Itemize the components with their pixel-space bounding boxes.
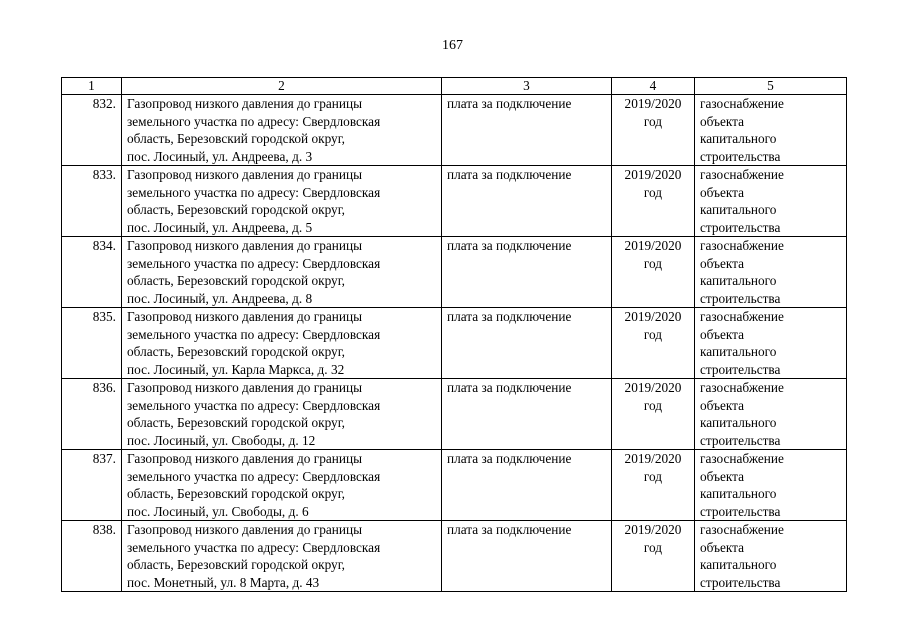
object-description: Газопровод низкого давления до границы земельного участка по адресу: Свердловская область, Березовский городской округ, пос. Лосиный, ул. Андреева, д. 3 bbox=[122, 95, 442, 166]
object-description: Газопровод низкого давления до границы земельного участка по адресу: Свердловская область, Березовский городской округ, пос. Лосиный, ул. Свободы, д. 6 bbox=[122, 450, 442, 521]
period: 2019/2020 год bbox=[612, 95, 695, 166]
page-number: 167 bbox=[442, 38, 463, 53]
column-header: 2 bbox=[122, 78, 442, 95]
table-row bbox=[62, 450, 847, 521]
period: 2019/2020 год bbox=[612, 450, 695, 521]
row-number: 833. bbox=[62, 166, 122, 237]
row-number: 835. bbox=[62, 308, 122, 379]
object-description: Газопровод низкого давления до границы земельного участка по адресу: Свердловская область, Березовский городской округ, пос. Лосиный, ул. Карла Маркса, д. 32 bbox=[122, 308, 442, 379]
column-header: 5 bbox=[695, 78, 847, 95]
period: 2019/2020 год bbox=[612, 308, 695, 379]
period: 2019/2020 год bbox=[612, 379, 695, 450]
column-header: 3 bbox=[442, 78, 612, 95]
table-row bbox=[62, 95, 847, 166]
payment-type: плата за подключение bbox=[442, 450, 612, 521]
payment-type: плата за подключение bbox=[442, 521, 612, 592]
table-row bbox=[62, 308, 847, 379]
object-description: Газопровод низкого давления до границы земельного участка по адресу: Свердловская область, Березовский городской округ, пос. Лосиный, ул. Андреева, д. 8 bbox=[122, 237, 442, 308]
row-number: 838. bbox=[62, 521, 122, 592]
column-header: 4 bbox=[612, 78, 695, 95]
payment-type: плата за подключение bbox=[442, 379, 612, 450]
object-description: Газопровод низкого давления до границы земельного участка по адресу: Свердловская область, Березовский городской округ, пос. Лосиный, ул. Андреева, д. 5 bbox=[122, 166, 442, 237]
row-number: 832. bbox=[62, 95, 122, 166]
payment-type: плата за подключение bbox=[442, 95, 612, 166]
purpose: газоснабжение объекта капитального строительства bbox=[695, 308, 847, 379]
purpose: газоснабжение объекта капитального строительства bbox=[695, 95, 847, 166]
purpose: газоснабжение объекта капитального строительства bbox=[695, 237, 847, 308]
payment-type: плата за подключение bbox=[442, 166, 612, 237]
period: 2019/2020 год bbox=[612, 166, 695, 237]
period: 2019/2020 год bbox=[612, 237, 695, 308]
purpose: газоснабжение объекта капитального строительства bbox=[695, 166, 847, 237]
payment-type: плата за подключение bbox=[442, 308, 612, 379]
period: 2019/2020 год bbox=[612, 521, 695, 592]
row-number: 834. bbox=[62, 237, 122, 308]
row-number: 837. bbox=[62, 450, 122, 521]
purpose: газоснабжение объекта капитального строительства bbox=[695, 379, 847, 450]
table-row bbox=[62, 521, 847, 592]
data-table bbox=[61, 77, 847, 592]
object-description: Газопровод низкого давления до границы земельного участка по адресу: Свердловская область, Березовский городской округ, пос. Лосиный, ул. Свободы, д. 12 bbox=[122, 379, 442, 450]
table-row bbox=[62, 379, 847, 450]
payment-type: плата за подключение bbox=[442, 237, 612, 308]
table-row bbox=[62, 166, 847, 237]
purpose: газоснабжение объекта капитального строительства bbox=[695, 521, 847, 592]
row-number: 836. bbox=[62, 379, 122, 450]
purpose: газоснабжение объекта капитального строительства bbox=[695, 450, 847, 521]
column-header: 1 bbox=[62, 78, 122, 95]
table-row bbox=[62, 237, 847, 308]
object-description: Газопровод низкого давления до границы земельного участка по адресу: Свердловская область, Березовский городской округ, пос. Монетный, ул. 8 Марта, д. 43 bbox=[122, 521, 442, 592]
header-row bbox=[62, 78, 847, 95]
